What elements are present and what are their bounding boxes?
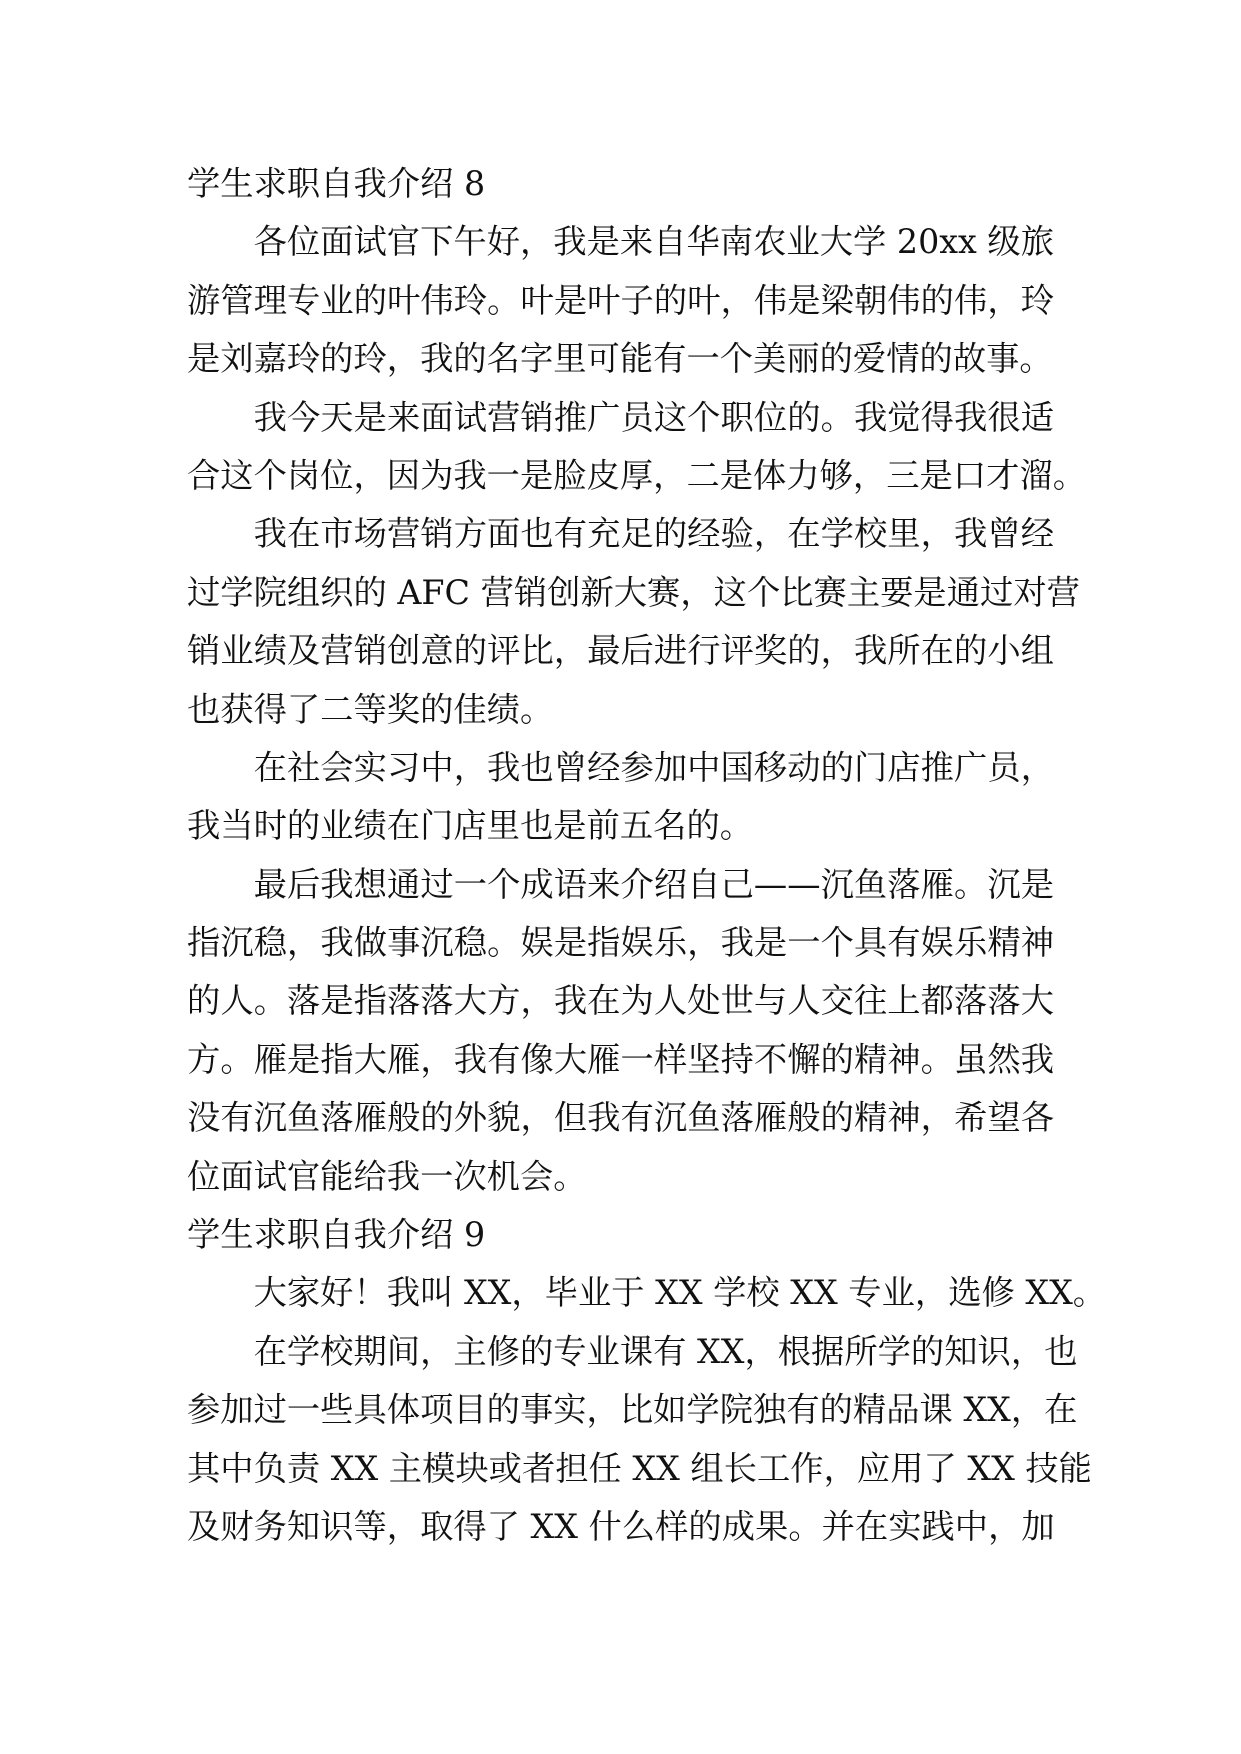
paragraph-line: 及财务知识等，取得了 XX 什么样的成果。并在实践中，加	[187, 1506, 1055, 1546]
paragraph	[187, 856, 1054, 1206]
paragraph-line: 位面试官能给我一次机会。	[187, 1156, 587, 1196]
paragraph-line: 过学院组织的 AFC 营销创新大赛，这个比赛主要是通过对营	[187, 572, 1080, 612]
paragraph-line: 其中负责 XX 主模块或者担任 XX 组长工作，应用了 XX 技能	[187, 1448, 1092, 1488]
paragraph-line: 我在市场营销方面也有充足的经验，在学校里，我曾经	[253, 514, 1054, 554]
paragraph-line: 方。雁是指大雁，我有像大雁一样坚持不懈的精神。虽然我	[187, 1039, 1054, 1079]
paragraph-line: 合这个岗位，因为我一是脸皮厚，二是体力够，三是口才溜。	[187, 455, 1087, 495]
paragraph-line: 也获得了二等奖的佳绩。	[187, 689, 554, 729]
paragraph	[187, 739, 1054, 856]
paragraph-line: 在学校期间，主修的专业课有 XX，根据所学的知识，也	[253, 1331, 1078, 1371]
paragraph-line: 是刘嘉玲的玲，我的名字里可能有一个美丽的爱情的故事。	[187, 339, 1053, 379]
paragraph-line: 大家好！我叫 XX，毕业于 XX 学校 XX 专业，选修 XX。	[253, 1273, 1107, 1313]
paragraph-line: 销业绩及营销创意的评比，最后进行评奖的，我所在的小组	[187, 631, 1054, 671]
paragraph-line: 指沉稳，我做事沉稳。娱是指娱乐，我是一个具有娱乐精神	[187, 923, 1054, 963]
paragraph	[187, 389, 1087, 506]
paragraph-line: 的人。落是指落落大方，我在为人处世与人交往上都落落大	[187, 981, 1054, 1021]
section-title: 学生求职自我介绍 9	[187, 1215, 486, 1255]
paragraph	[187, 213, 1054, 388]
document-body	[187, 155, 1107, 1556]
paragraph-line: 参加过一些具体项目的事实，比如学院独有的精品课 XX，在	[187, 1390, 1078, 1430]
section	[187, 1206, 1107, 1556]
paragraph-line: 游管理专业的叶伟玲。叶是叶子的叶，伟是梁朝伟的伟，玲	[187, 280, 1054, 320]
paragraph-line: 我当时的业绩在门店里也是前五名的。	[187, 806, 754, 846]
paragraph	[187, 505, 1080, 739]
section	[187, 155, 1087, 1206]
paragraph	[187, 1323, 1092, 1557]
paragraph-line: 没有沉鱼落雁般的外貌，但我有沉鱼落雁般的精神，希望各	[187, 1098, 1054, 1138]
paragraph-line: 我今天是来面试营销推广员这个职位的。我觉得我很适	[253, 397, 1054, 437]
section-title: 学生求职自我介绍 8	[187, 164, 486, 203]
paragraph-line: 最后我想通过一个成语来介绍自己——沉鱼落雁。沉是	[253, 864, 1054, 904]
paragraph-line: 各位面试官下午好，我是来自华南农业大学 20xx 级旅	[253, 222, 1054, 262]
paragraph-line: 在社会实习中，我也曾经参加中国移动的门店推广员，	[253, 747, 1054, 787]
paragraph	[187, 1264, 1107, 1322]
